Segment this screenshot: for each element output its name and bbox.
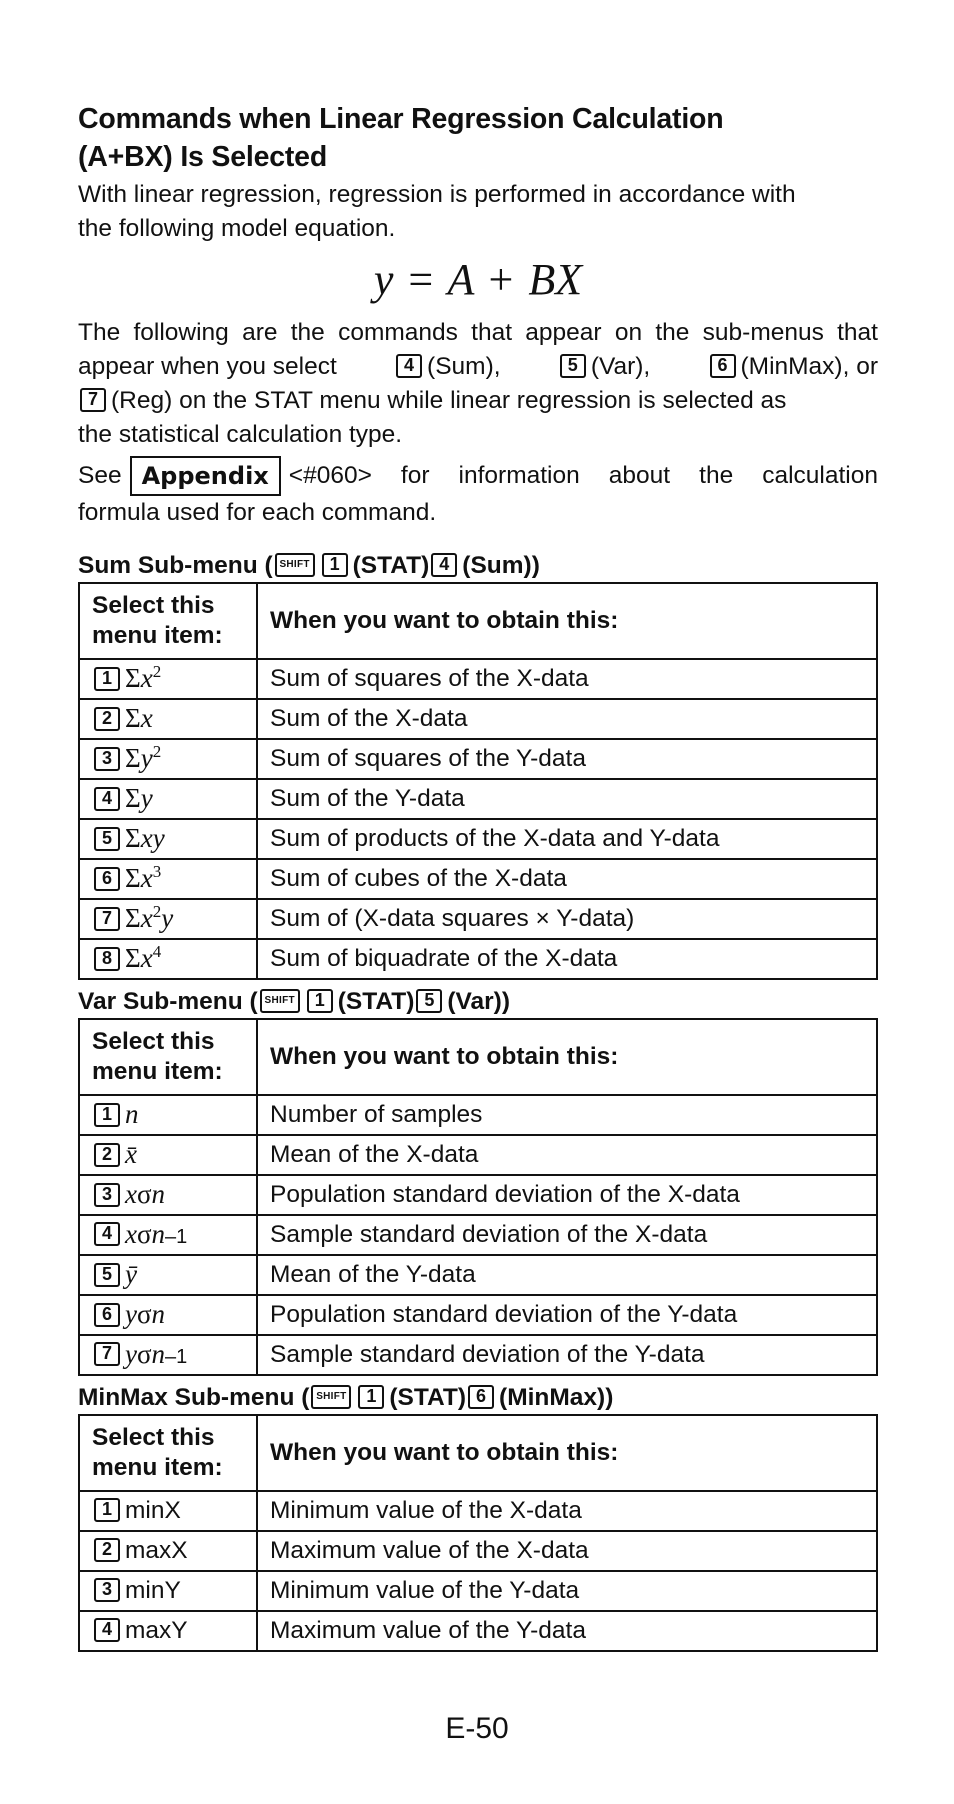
- y-sigma-n-1-symbol: yσn–1: [125, 1338, 188, 1369]
- sum-x-squared-y-symbol: $\Sigma x^2y$: [125, 902, 174, 933]
- key-icon: 5: [94, 827, 120, 851]
- key-icon: 7: [94, 1342, 120, 1366]
- table-row: [79, 899, 877, 939]
- table-row: [79, 1255, 877, 1295]
- see-line-1: [78, 456, 878, 496]
- key-1-icon: 1: [358, 1385, 384, 1409]
- menu-item-label: maxY: [125, 1617, 188, 1644]
- description-paragraph: [78, 316, 878, 452]
- see-word: See: [78, 462, 122, 489]
- col-header-obtain: When you want to obtain this:: [257, 1415, 877, 1491]
- col-header-obtain: When you want to obtain this:: [257, 583, 877, 659]
- menu-item-label: maxX: [125, 1537, 188, 1564]
- header-line-2: menu item:: [92, 1058, 223, 1085]
- minmax-heading-text: MinMax Sub-menu (: [78, 1384, 310, 1411]
- key-7-icon: 7: [80, 388, 106, 412]
- col-header-select: [79, 1415, 257, 1491]
- model-equation: [78, 250, 878, 310]
- header-line-2: menu item:: [92, 622, 223, 649]
- table-row: [79, 1135, 877, 1175]
- key-icon: 7: [94, 907, 120, 931]
- desc-minmax-label: (MinMax), or: [740, 353, 878, 380]
- sum-x-squared-symbol: $\Sigma x^2$: [125, 662, 162, 693]
- intro-paragraph: [78, 178, 878, 246]
- description-cell: Maximum value of the X-data: [257, 1531, 877, 1571]
- menu-item-cell: [79, 1491, 257, 1531]
- var-submenu-heading: [78, 986, 878, 1018]
- sum-heading-stat: (STAT): [352, 552, 430, 579]
- menu-item-cell: [79, 819, 257, 859]
- key-icon: 4: [94, 1618, 120, 1642]
- key-5-icon: 5: [416, 989, 442, 1013]
- table-header-row: [79, 583, 877, 659]
- menu-item-cell: [79, 739, 257, 779]
- equation-equals: =: [408, 255, 434, 304]
- desc-var-ref: [558, 350, 650, 384]
- minmax-heading-end: (MinMax)): [499, 1384, 614, 1411]
- table-row: [79, 699, 877, 739]
- key-icon: 8: [94, 947, 120, 971]
- sum-y-symbol: Σy: [125, 783, 153, 813]
- y-bar-symbol: ȳ: [125, 1259, 137, 1289]
- description-cell: Sum of (X-data squares × Y-data): [257, 899, 877, 939]
- var-submenu-table: [78, 1018, 878, 1376]
- table-row: [79, 659, 877, 699]
- key-icon: 3: [94, 747, 120, 771]
- sum-heading-end: (Sum)): [462, 552, 540, 579]
- sum-heading-text: Sum Sub-menu (: [78, 552, 273, 579]
- table-row: [79, 1295, 877, 1335]
- desc-line-3: [78, 384, 878, 418]
- menu-item-cell: [79, 899, 257, 939]
- description-cell: Sum of the Y-data: [257, 779, 877, 819]
- title-line-2: (A+BX) Is Selected: [78, 141, 328, 173]
- menu-item-cell: [79, 1175, 257, 1215]
- equation-bx: BX: [528, 255, 583, 304]
- table-row: [79, 1175, 877, 1215]
- x-bar-symbol: x̄: [125, 1139, 137, 1169]
- table-header-row: [79, 1415, 877, 1491]
- menu-item-cell: [79, 1335, 257, 1375]
- page-content: [78, 100, 878, 1652]
- header-line-1: Select this: [92, 592, 215, 619]
- intro-line-2: the following model equation.: [78, 215, 396, 242]
- menu-item-cell: [79, 1215, 257, 1255]
- desc-line-4: the statistical calculation type.: [78, 421, 403, 448]
- equation-a: A: [447, 255, 474, 304]
- table-row: [79, 819, 877, 859]
- shift-key-icon: SHIFT: [260, 989, 300, 1013]
- desc-line-2: [78, 350, 878, 384]
- y-sigma-n-symbol: yσn: [125, 1299, 166, 1329]
- menu-item-cell: [79, 659, 257, 699]
- title-line-1: Commands when Linear Regression Calculation: [78, 103, 724, 135]
- key-icon: 3: [94, 1183, 120, 1207]
- key-icon: 6: [94, 867, 120, 891]
- menu-item-cell: [79, 859, 257, 899]
- desc-line-3-text: (Reg) on the STAT menu while linear regression is selected as: [111, 387, 787, 414]
- table-header-row: [79, 1019, 877, 1095]
- header-line-1: Select this: [92, 1424, 215, 1451]
- header-line-1: Select this: [92, 1028, 215, 1055]
- sum-x-cubed-symbol: $\Sigma x^3$: [125, 862, 162, 893]
- description-cell: Sum of biquadrate of the X-data: [257, 939, 877, 979]
- description-cell: Minimum value of the X-data: [257, 1491, 877, 1531]
- sum-xy-symbol: Σxy: [125, 823, 165, 853]
- n-symbol: n: [125, 1099, 139, 1129]
- key-1-icon: 1: [307, 989, 333, 1013]
- desc-sum-label: (Sum),: [427, 353, 501, 380]
- table-row: [79, 1531, 877, 1571]
- key-icon: 1: [94, 667, 120, 691]
- key-icon: 5: [94, 1263, 120, 1287]
- description-cell: Sum of squares of the X-data: [257, 659, 877, 699]
- sum-x-fourth-symbol: $\Sigma x^4$: [125, 942, 162, 973]
- col-header-select: [79, 583, 257, 659]
- menu-item-cell: [79, 699, 257, 739]
- table-row: [79, 1491, 877, 1531]
- appendix-badge: Appendix: [130, 456, 281, 496]
- table-row: [79, 1095, 877, 1135]
- menu-item-cell: [79, 779, 257, 819]
- description-cell: Maximum value of the Y-data: [257, 1611, 877, 1651]
- menu-item-cell: [79, 1571, 257, 1611]
- table-row: [79, 1571, 877, 1611]
- description-cell: Sum of squares of the Y-data: [257, 739, 877, 779]
- key-icon: 2: [94, 707, 120, 731]
- minmax-heading-stat: (STAT): [389, 1384, 467, 1411]
- table-row: [79, 779, 877, 819]
- description-cell: Sample standard deviation of the Y-data: [257, 1335, 877, 1375]
- key-icon: 4: [94, 1222, 120, 1246]
- menu-item-label: minX: [125, 1497, 181, 1524]
- menu-item-label: minY: [125, 1577, 181, 1604]
- key-4-icon: 4: [431, 553, 457, 577]
- sum-submenu-table: [78, 582, 878, 980]
- col-header-select: [79, 1019, 257, 1095]
- table-row: [79, 859, 877, 899]
- description-cell: Number of samples: [257, 1095, 877, 1135]
- menu-item-cell: [79, 1255, 257, 1295]
- desc-line-1: The following are the commands that appear on the sub-menus that: [78, 319, 878, 346]
- description-cell: Sum of cubes of the X-data: [257, 859, 877, 899]
- menu-item-cell: [79, 1135, 257, 1175]
- see-paragraph: [78, 456, 878, 530]
- key-icon: 1: [94, 1498, 120, 1522]
- key-icon: 2: [94, 1538, 120, 1562]
- description-cell: Sample standard deviation of the X-data: [257, 1215, 877, 1255]
- see-rest: <#060> for information about the calculation: [288, 462, 878, 489]
- description-cell: Sum of products of the X-data and Y-data: [257, 819, 877, 859]
- sum-y-squared-symbol: $\Sigma y^2$: [125, 742, 162, 773]
- col-header-obtain: When you want to obtain this:: [257, 1019, 877, 1095]
- key-6-icon: 6: [710, 354, 736, 378]
- page-title: [78, 100, 878, 176]
- key-6-icon: 6: [468, 1385, 494, 1409]
- x-sigma-n-1-symbol: xσn–1: [125, 1218, 188, 1249]
- key-icon: 2: [94, 1143, 120, 1167]
- desc-line-2-text: appear when you select: [78, 353, 337, 380]
- var-heading-stat: (STAT): [337, 988, 415, 1015]
- key-icon: 4: [94, 787, 120, 811]
- menu-item-cell: [79, 1295, 257, 1335]
- shift-key-icon: SHIFT: [275, 553, 315, 577]
- equation-y: y: [373, 255, 394, 304]
- description-cell: Population standard deviation of the Y-data: [257, 1295, 877, 1335]
- description-cell: Population standard deviation of the X-data: [257, 1175, 877, 1215]
- shift-key-icon: SHIFT: [311, 1385, 351, 1409]
- header-line-2: menu item:: [92, 1454, 223, 1481]
- key-icon: 6: [94, 1303, 120, 1327]
- menu-item-cell: [79, 1095, 257, 1135]
- sum-x-symbol: Σx: [125, 703, 153, 733]
- table-row: [79, 1335, 877, 1375]
- sum-submenu-heading: [78, 550, 878, 582]
- description-cell: Minimum value of the Y-data: [257, 1571, 877, 1611]
- var-heading-end: (Var)): [447, 988, 510, 1015]
- page-number: E-50: [445, 1712, 509, 1745]
- var-heading-text: Var Sub-menu (: [78, 988, 258, 1015]
- menu-item-cell: [79, 1611, 257, 1651]
- see-line-2: formula used for each command.: [78, 499, 437, 526]
- description-cell: Sum of the X-data: [257, 699, 877, 739]
- x-sigma-n-symbol: xσn: [125, 1179, 166, 1209]
- minmax-submenu-table: [78, 1414, 878, 1652]
- key-1-icon: 1: [322, 553, 348, 577]
- key-icon: 3: [94, 1578, 120, 1602]
- key-4-icon: 4: [396, 354, 422, 378]
- minmax-submenu-heading: [78, 1382, 878, 1414]
- table-row: [79, 1611, 877, 1651]
- desc-var-label: (Var),: [590, 353, 651, 380]
- menu-item-cell: [79, 1531, 257, 1571]
- desc-sum-ref: [394, 350, 501, 384]
- table-row: [79, 739, 877, 779]
- equation-plus: +: [488, 255, 514, 304]
- table-row: [79, 1215, 877, 1255]
- menu-item-cell: [79, 939, 257, 979]
- key-5-icon: 5: [560, 354, 586, 378]
- intro-line-1: With linear regression, regression is performed in accordance with: [78, 181, 796, 208]
- description-cell: Mean of the X-data: [257, 1135, 877, 1175]
- description-cell: Mean of the Y-data: [257, 1255, 877, 1295]
- table-row: [79, 939, 877, 979]
- desc-minmax-ref: [708, 350, 878, 384]
- key-icon: 1: [94, 1103, 120, 1127]
